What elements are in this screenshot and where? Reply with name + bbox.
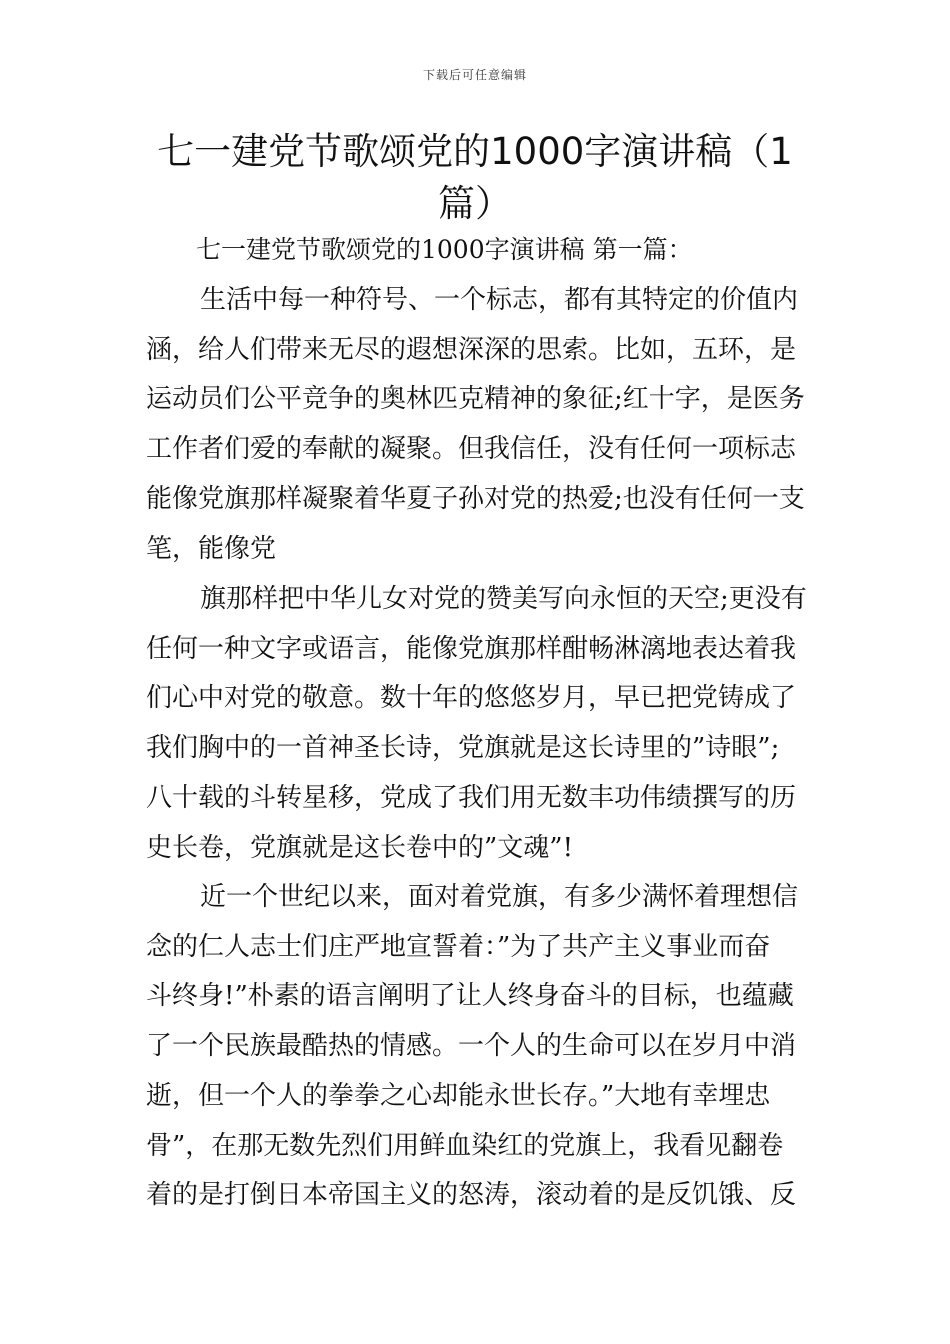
paragraph-line: 笔，能像党	[146, 533, 277, 564]
paragraph-line: 着的是打倒日本帝国主义的怒涛，滚动着的是反饥饿、反	[146, 1180, 797, 1211]
paragraph-line: 骨”，在那无数先烈们用鲜血染红的党旗上，我看见翻卷	[146, 1130, 784, 1161]
paragraph-line: 近一个世纪以来，面对着党旗，有多少满怀着理想信	[200, 882, 799, 912]
paragraph-line: 任何一种文字或语言，能像党旗那样酣畅淋漓地表达着我	[146, 633, 797, 664]
paragraph-line: 了一个民族最酷热的情感。一个人的生命可以在岁月中消	[146, 1031, 797, 1062]
paragraph-2	[146, 575, 810, 873]
paragraph-3	[146, 873, 810, 1221]
paragraph-line: 我们胸中的一首神圣长诗，党旗就是这长诗里的”诗眼”;	[146, 733, 780, 764]
paragraph-line: 工作者们爱的奉献的凝聚。但我信任，没有任何一项标志	[146, 434, 797, 465]
paragraph-line: 生活中每一种符号、一个标志，都有其特定的价值内	[200, 285, 799, 315]
page-title	[150, 126, 800, 230]
paragraph-line: 涵，给人们带来无尽的遐想深深的思索。比如，五环，是	[146, 334, 797, 365]
paragraph-1	[146, 276, 810, 574]
header-note: 下载后可任意编辑	[422, 68, 527, 82]
section-subtitle: 七一建党节歌颂党的1000字演讲稿 第一篇：	[196, 235, 693, 264]
paragraph-line: 能像党旗那样凝聚着华夏子孙对党的热爱;也没有任何一支	[146, 483, 805, 514]
paragraph-line: 们心中对党的敬意。数十年的悠悠岁月，早已把党铸成了	[146, 683, 797, 714]
paragraph-line: 念的仁人志士们庄严地宣誓着：”为了共产主义事业而奋	[146, 931, 771, 962]
paragraph-line: 逝，但一个人的拳拳之心却能永世长存。”大地有幸埋忠	[146, 1080, 771, 1111]
paragraph-line: 史长卷，党旗就是这长卷中的”文魂”!	[146, 832, 574, 863]
paragraph-line: 八十载的斗转星移，党成了我们用无数丰功伟绩撰写的历	[146, 782, 797, 813]
title-line-2: 篇）	[438, 182, 512, 225]
paragraph-line: 斗终身!”朴素的语言阐明了让人终身奋斗的目标，也蕴藏	[146, 981, 794, 1012]
paragraph-line: 运动员们公平竞争的奥林匹克精神的象征;红十字，是医务	[146, 384, 805, 415]
paragraph-line: 旗那样把中华儿女对党的赞美写向永恒的天空;更没有	[200, 584, 807, 614]
title-line-1: 七一建党节歌颂党的1000字演讲稿（1	[157, 130, 793, 173]
